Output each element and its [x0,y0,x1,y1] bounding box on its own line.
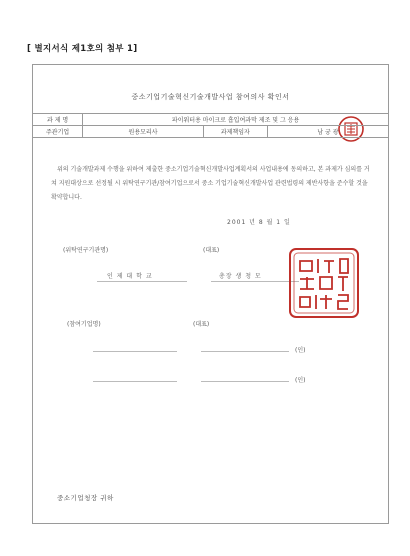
date: 2001 년 8 월 1 일 [227,219,291,226]
participant-company-label: (참여기업명) [67,321,101,328]
project-value: 파이워터용 마이크로 흡입여과막 제조 및 그 응용 [83,114,388,126]
lead-company-value: 원용모리사 [83,126,204,138]
lead-row [33,126,388,138]
commissioned-org-label: (위탁연구기관명) [63,247,109,254]
representative-name: 총장 생 청 모 [219,273,262,280]
representative-label-2: (대표) [193,321,210,328]
addressee: 중소기업청장 귀하 [57,494,114,502]
lead-company-label: 주관기업 [33,126,83,138]
participant-rep-line-2 [201,381,289,382]
participant-line-2 [93,381,177,382]
representative-label-1: (대표) [203,247,220,254]
project-row [33,114,388,126]
form-frame [32,64,389,524]
document-title: 중소기업기술혁신기술개발사업 참여의사 확인서 [131,93,290,101]
participant-rep-line-1 [201,351,289,352]
seal-mark-1: (인) [295,347,306,354]
annex-label: [ 별지서식 제1호의 첨부 1] [27,44,138,54]
consent-text: 위의 기술개발과제 수행을 위하여 제출한 중소기업기술혁신개발사업계획서의 사업내용에 동의하고, 본 과제가 심의를 거쳐 지원대상으로 선정될 시 위탁연구기관/참여기업으로서 중소 기업기술혁신개발사업 관련법령의 제반사항을 준수할 것을 확약합니다. [51,166,370,201]
seal-mark-2: (인) [295,377,306,384]
info-table [33,113,388,138]
rep-name-line [211,281,299,282]
manager-label: 과제책임자 [203,126,267,138]
manager-value: 남 궁 광 [267,126,388,138]
project-label: 과 제 명 [33,114,83,126]
official-seal [288,247,360,319]
participant-line-1 [93,351,177,352]
org-name: 인 제 대 학 교 [107,273,153,280]
org-name-line [97,281,187,282]
